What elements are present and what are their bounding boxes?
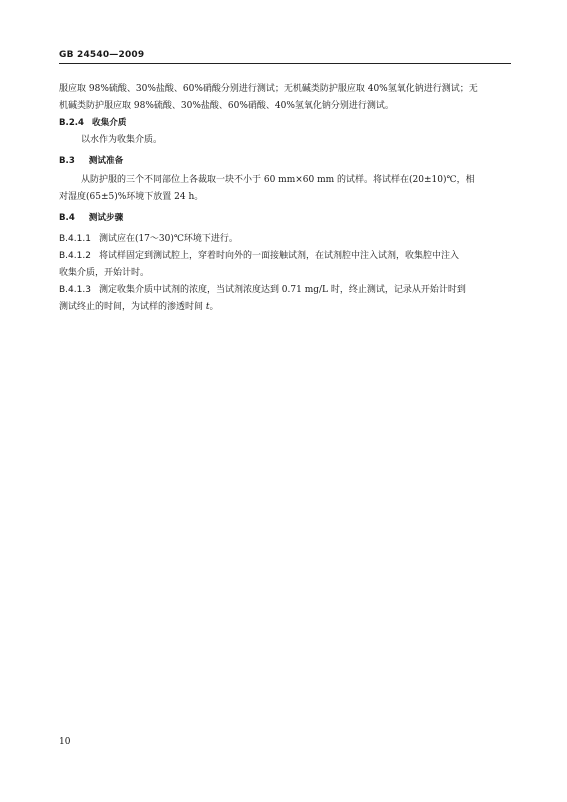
section-body-line: 对湿度(65±5)%环境下放置 24 h。 [59, 192, 204, 202]
step-line [59, 284, 466, 296]
paragraph-line: 服应取 98%硫酸、30%盐酸、60%硝酸分别进行测试；无机碱类防护服应取 40%氢氧化钠进行测试；无 [59, 84, 478, 94]
section-heading-b4 [59, 212, 123, 224]
paragraph-line: 机碱类防护服应取 98%硫酸、30%盐酸、60%硝酸、40%氢氧化钠分别进行测试。 [59, 101, 394, 111]
step-number: B.4.1.3 [59, 285, 91, 295]
page-number: 10 [59, 737, 71, 747]
step-number: B.4.1.2 [59, 251, 91, 261]
step-text: 测试应在(17～30)℃环境下进行。 [98, 234, 238, 244]
header-divider [59, 63, 511, 64]
step-text-continued: 收集介质，开始计时。 [59, 268, 150, 278]
standard-code: GB 24540—2009 [59, 50, 145, 60]
step-number: B.4.1.1 [59, 234, 91, 244]
step-line [59, 233, 238, 245]
step-text: 测定收集介质中试剂的浓度，当试剂浓度达到 0.71 mg/L 时，终止测试，记录从开始计时到 [98, 285, 466, 295]
section-number: B.4 [59, 213, 75, 223]
section-body: 以水作为收集介质。 [81, 135, 163, 145]
section-number: B.2.4 [59, 118, 85, 128]
step-text: 将试样固定到测试腔上，穿着时向外的一面接触试剂，在试剂腔中注入试剂，收集腔中注入 [98, 251, 459, 261]
step-text-end: 。 [209, 302, 219, 312]
section-heading-b3 [59, 155, 123, 167]
step-line [59, 250, 459, 262]
section-heading-b24 [59, 117, 126, 129]
step-text-continued [59, 301, 219, 313]
section-title: 测试准备 [88, 156, 124, 166]
section-number: B.3 [59, 156, 75, 166]
variable-t: t [205, 302, 210, 312]
section-title: 收集介质 [92, 118, 127, 128]
section-body-line: 从防护服的三个不同部位上各裁取一块不小于 60 mm×60 mm 的试样。将试样在(20±10)℃，相 [81, 175, 475, 185]
section-title: 测试步骤 [88, 213, 124, 223]
step-text: 测试终止的时间，为试样的渗透时间 [59, 302, 206, 312]
